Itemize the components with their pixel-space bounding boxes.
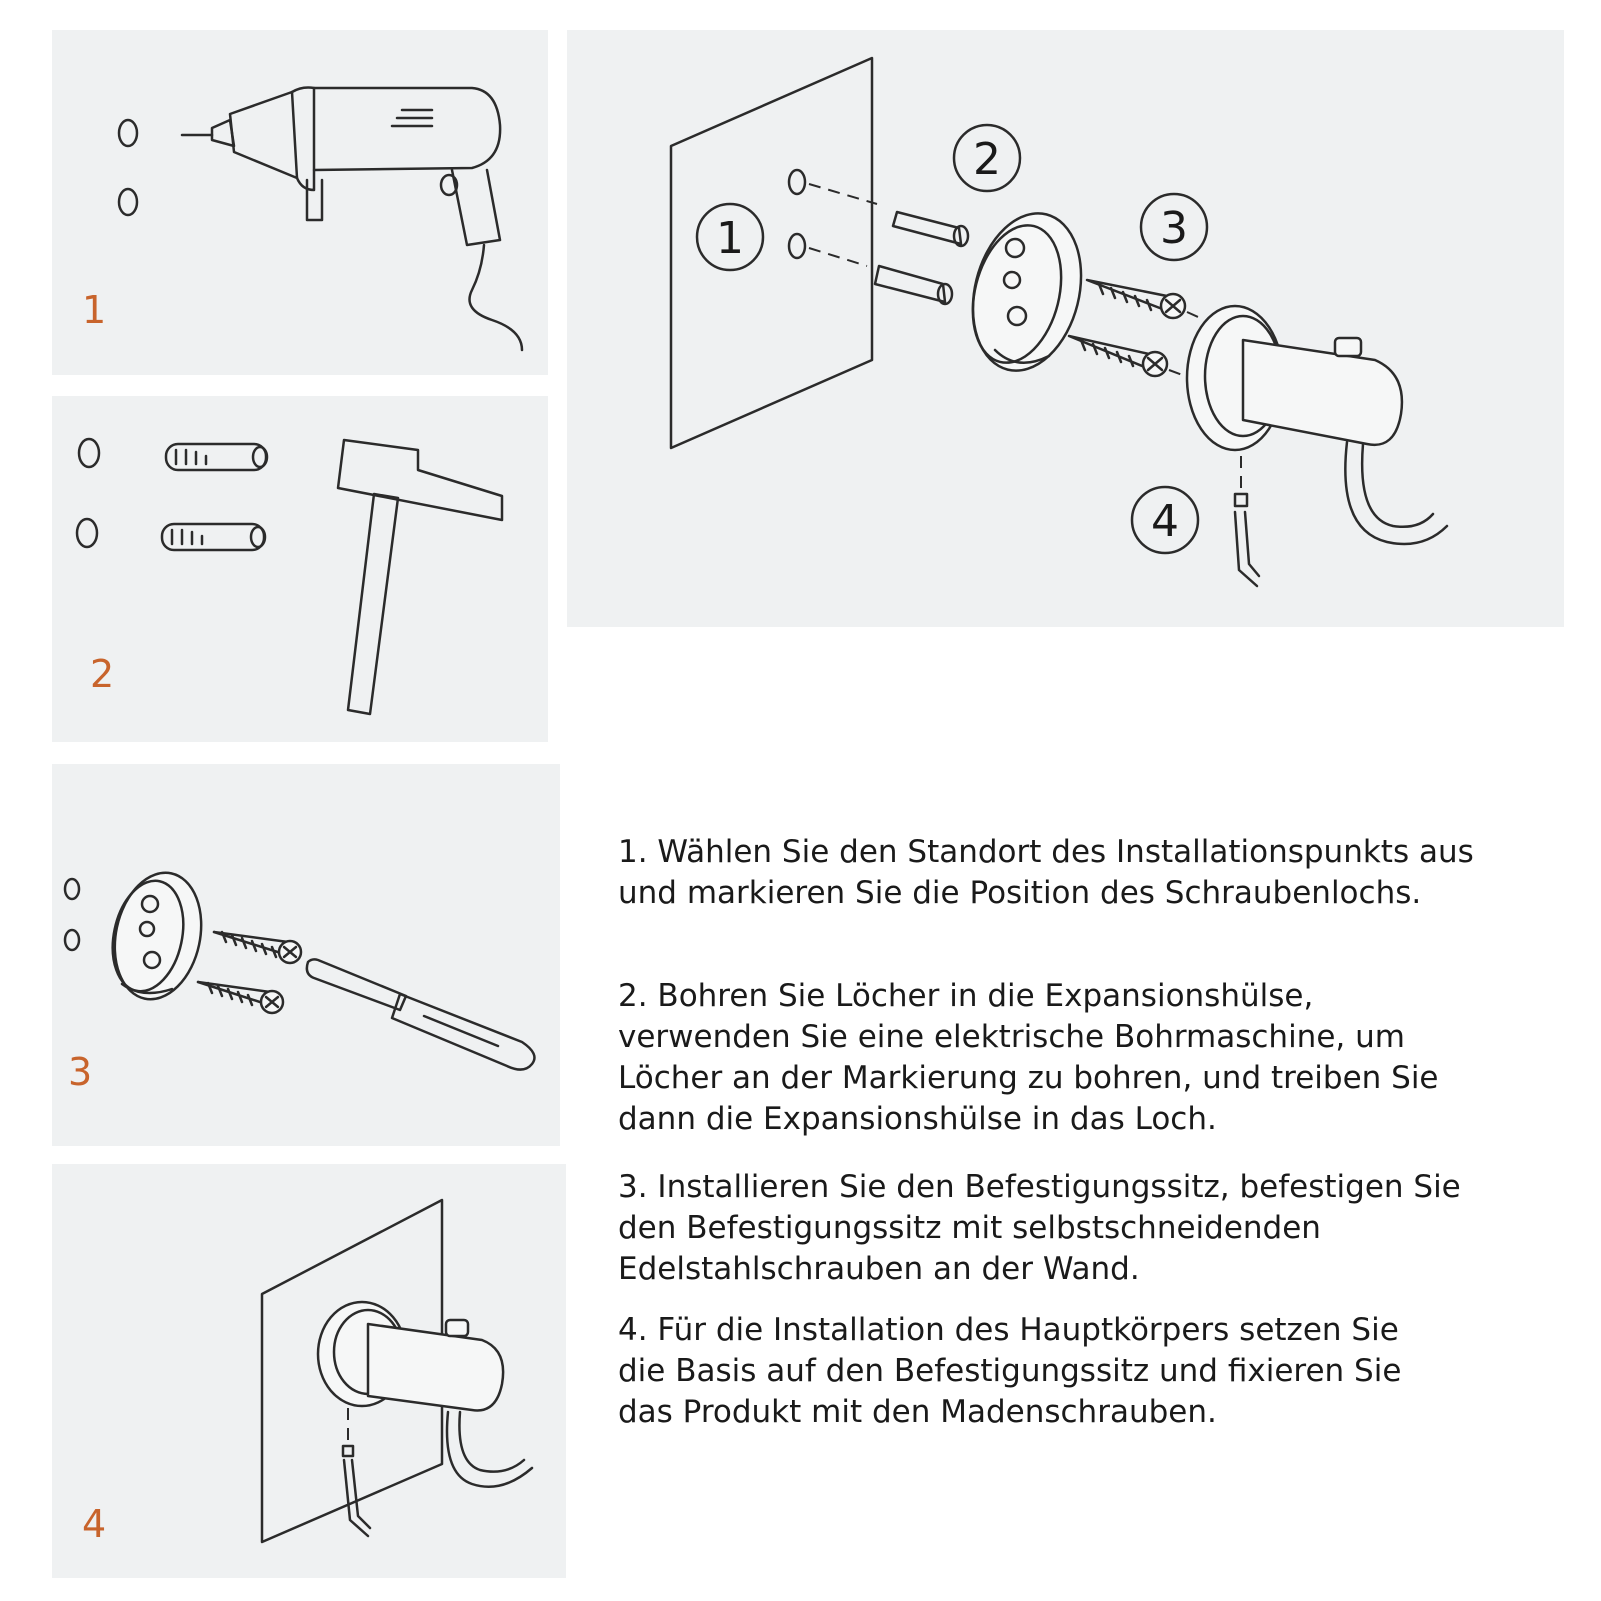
step-4-panel xyxy=(52,1164,566,1578)
step-3-panel xyxy=(52,764,560,1146)
instruction-line: die Basis auf den Befestigungssitz und fixieren Sie xyxy=(618,1353,1402,1389)
step-number: 3 xyxy=(68,1050,93,1094)
instruction-line: das Produkt mit den Madenschrauben. xyxy=(618,1394,1217,1430)
exploded-assembly-diagram xyxy=(567,30,1564,627)
instruction-line: 2. Bohren Sie Löcher in die Expansionshülse, xyxy=(618,978,1314,1014)
instruction-line: Edelstahlschrauben an der Wand. xyxy=(618,1251,1140,1287)
mounted-holder-icon xyxy=(52,1164,566,1578)
callout-2: 2 xyxy=(973,134,1001,185)
screwdriver-icon xyxy=(52,764,560,1146)
instruction-step-3 xyxy=(618,1167,1588,1290)
drill-icon xyxy=(52,30,548,375)
instruction-step-2 xyxy=(618,976,1588,1140)
step-number: 1 xyxy=(82,288,107,332)
step-2-panel xyxy=(52,396,548,742)
callout-4: 4 xyxy=(1151,496,1179,547)
instruction-line: dann die Expansionshülse in das Loch. xyxy=(618,1101,1217,1137)
instruction-line: 4. Für die Installation des Hauptkörpers setzen Sie xyxy=(618,1312,1399,1348)
instruction-line: verwenden Sie eine elektrische Bohrmaschine, um xyxy=(618,1019,1405,1055)
instruction-line: den Befestigungssitz mit selbstschneidenden xyxy=(618,1210,1321,1246)
exploded-assembly-panel xyxy=(567,30,1564,627)
callout-1: 1 xyxy=(716,213,744,264)
instruction-step-1 xyxy=(618,832,1588,914)
callout-3: 3 xyxy=(1160,203,1188,254)
instruction-line: 1. Wählen Sie den Standort des Installationspunkts aus xyxy=(618,834,1474,870)
step-number: 2 xyxy=(90,652,115,696)
step-1-panel xyxy=(52,30,548,375)
instruction-line: 3. Installieren Sie den Befestigungssitz, befestigen Sie xyxy=(618,1169,1461,1205)
instruction-step-4 xyxy=(618,1310,1588,1433)
step-number: 4 xyxy=(82,1502,107,1546)
hammer-icon xyxy=(52,396,548,742)
instruction-line: Löcher an der Markierung zu bohren, und treiben Sie xyxy=(618,1060,1439,1096)
instruction-line: und markieren Sie die Position des Schraubenlochs. xyxy=(618,875,1422,911)
